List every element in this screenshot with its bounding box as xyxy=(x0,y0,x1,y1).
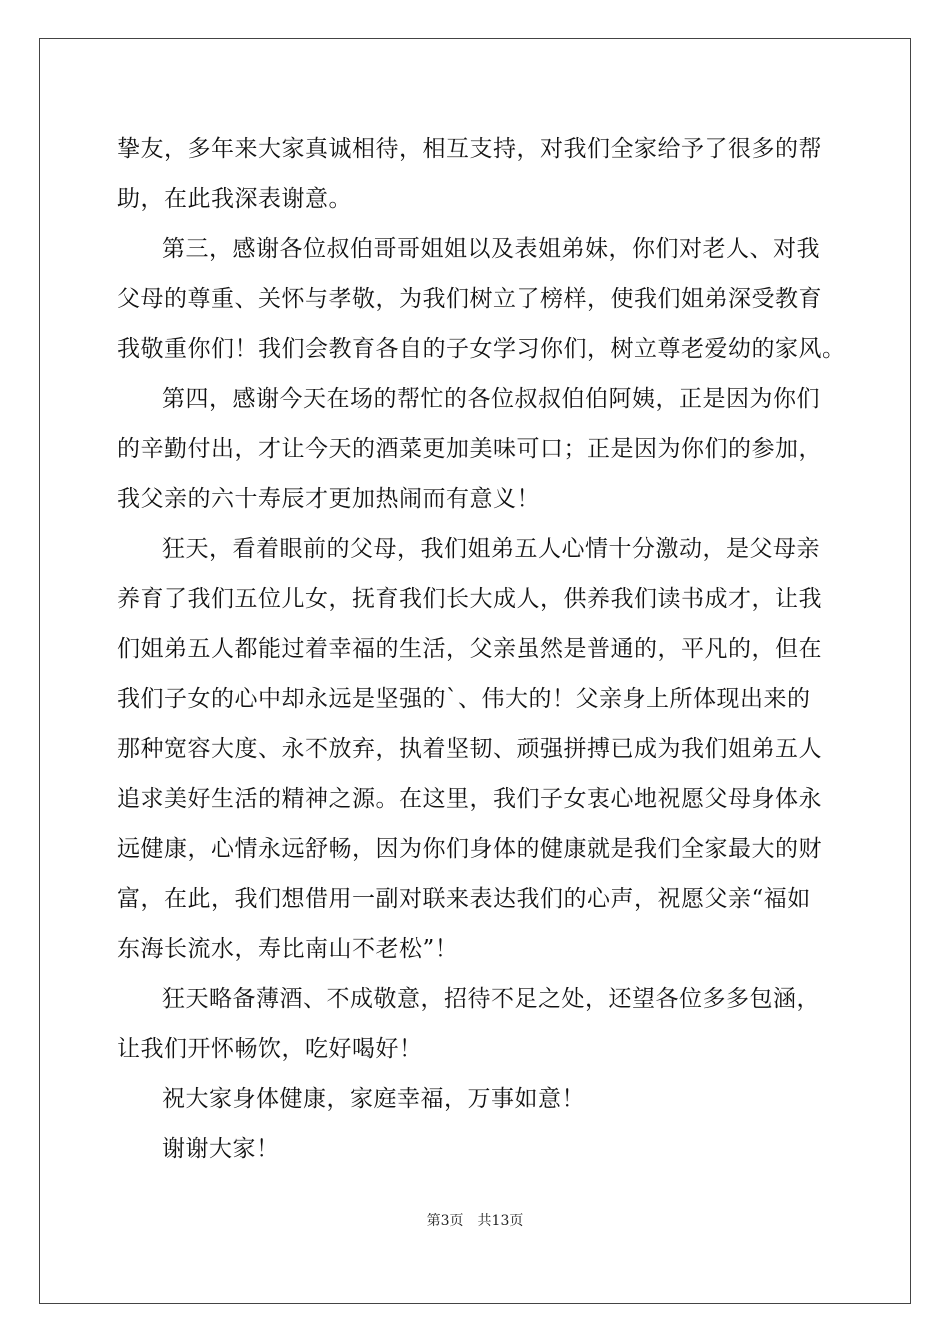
text-line: 祝大家身体健康，家庭幸福，万事如意！ xyxy=(162,1086,585,1112)
text-line: 助，在此我深表谢意。 xyxy=(117,186,352,212)
text-line: 狂天略备薄酒、不成敬意，招待不足之处，还望各位多多包涵， xyxy=(162,986,820,1012)
page-footer xyxy=(0,1210,950,1230)
text-line: 养育了我们五位儿女，抚育我们长大成人，供养我们读书成才，让我 xyxy=(117,586,822,612)
text-line: 的辛勤付出，才让今天的酒菜更加美味可口；正是因为你们的参加， xyxy=(117,436,822,462)
text-line: 父母的尊重、关怀与孝敬，为我们树立了榜样，使我们姐弟深受教育 xyxy=(117,286,822,312)
text-line: 追求美好生活的精神之源。在这里，我们子女衷心地祝愿父母身体永 xyxy=(117,786,822,812)
text-line: 我父亲的六十寿辰才更加热闹而有意义！ xyxy=(117,486,540,512)
text-line: 第三，感谢各位叔伯哥哥姐姐以及表姐弟妹，你们对老人、对我 xyxy=(162,236,820,262)
text-line: 我敬重你们！我们会教育各自的子女学习你们，树立尊老爱幼的家风。 xyxy=(117,336,846,362)
text-line: 们姐弟五人都能过着幸福的生活，父亲虽然是普通的，平凡的，但在 xyxy=(117,636,822,662)
text-line: 富，在此，我们想借用一副对联来表达我们的心声，祝愿父亲“福如 xyxy=(117,886,811,912)
text-line: 第四，感谢今天在场的帮忙的各位叔叔伯伯阿姨，正是因为你们 xyxy=(162,386,820,412)
text-line: 东海长流水，寿比南山不老松”！ xyxy=(117,936,459,962)
page-number: 第3页 xyxy=(426,1213,464,1229)
text-line: 远健康，心情永远舒畅，因为你们身体的健康就是我们全家最大的财 xyxy=(117,836,822,862)
page-total: 共13页 xyxy=(477,1213,524,1229)
text-line: 谢谢大家！ xyxy=(162,1136,280,1162)
text-line: 那种宽容大度、永不放弃，执着坚韧、顽强拼搏已成为我们姐弟五人 xyxy=(117,736,822,762)
text-line: 挚友，多年来大家真诚相待，相互支持，对我们全家给予了很多的帮 xyxy=(117,136,822,162)
text-line: 狂天，看着眼前的父母，我们姐弟五人心情十分激动，是父母亲 xyxy=(162,536,820,562)
text-line: 让我们开怀畅饮，吃好喝好！ xyxy=(117,1036,423,1062)
text-line: 我们子女的心中却永远是坚强的`、伟大的！父亲身上所体现出来的 xyxy=(117,686,811,712)
